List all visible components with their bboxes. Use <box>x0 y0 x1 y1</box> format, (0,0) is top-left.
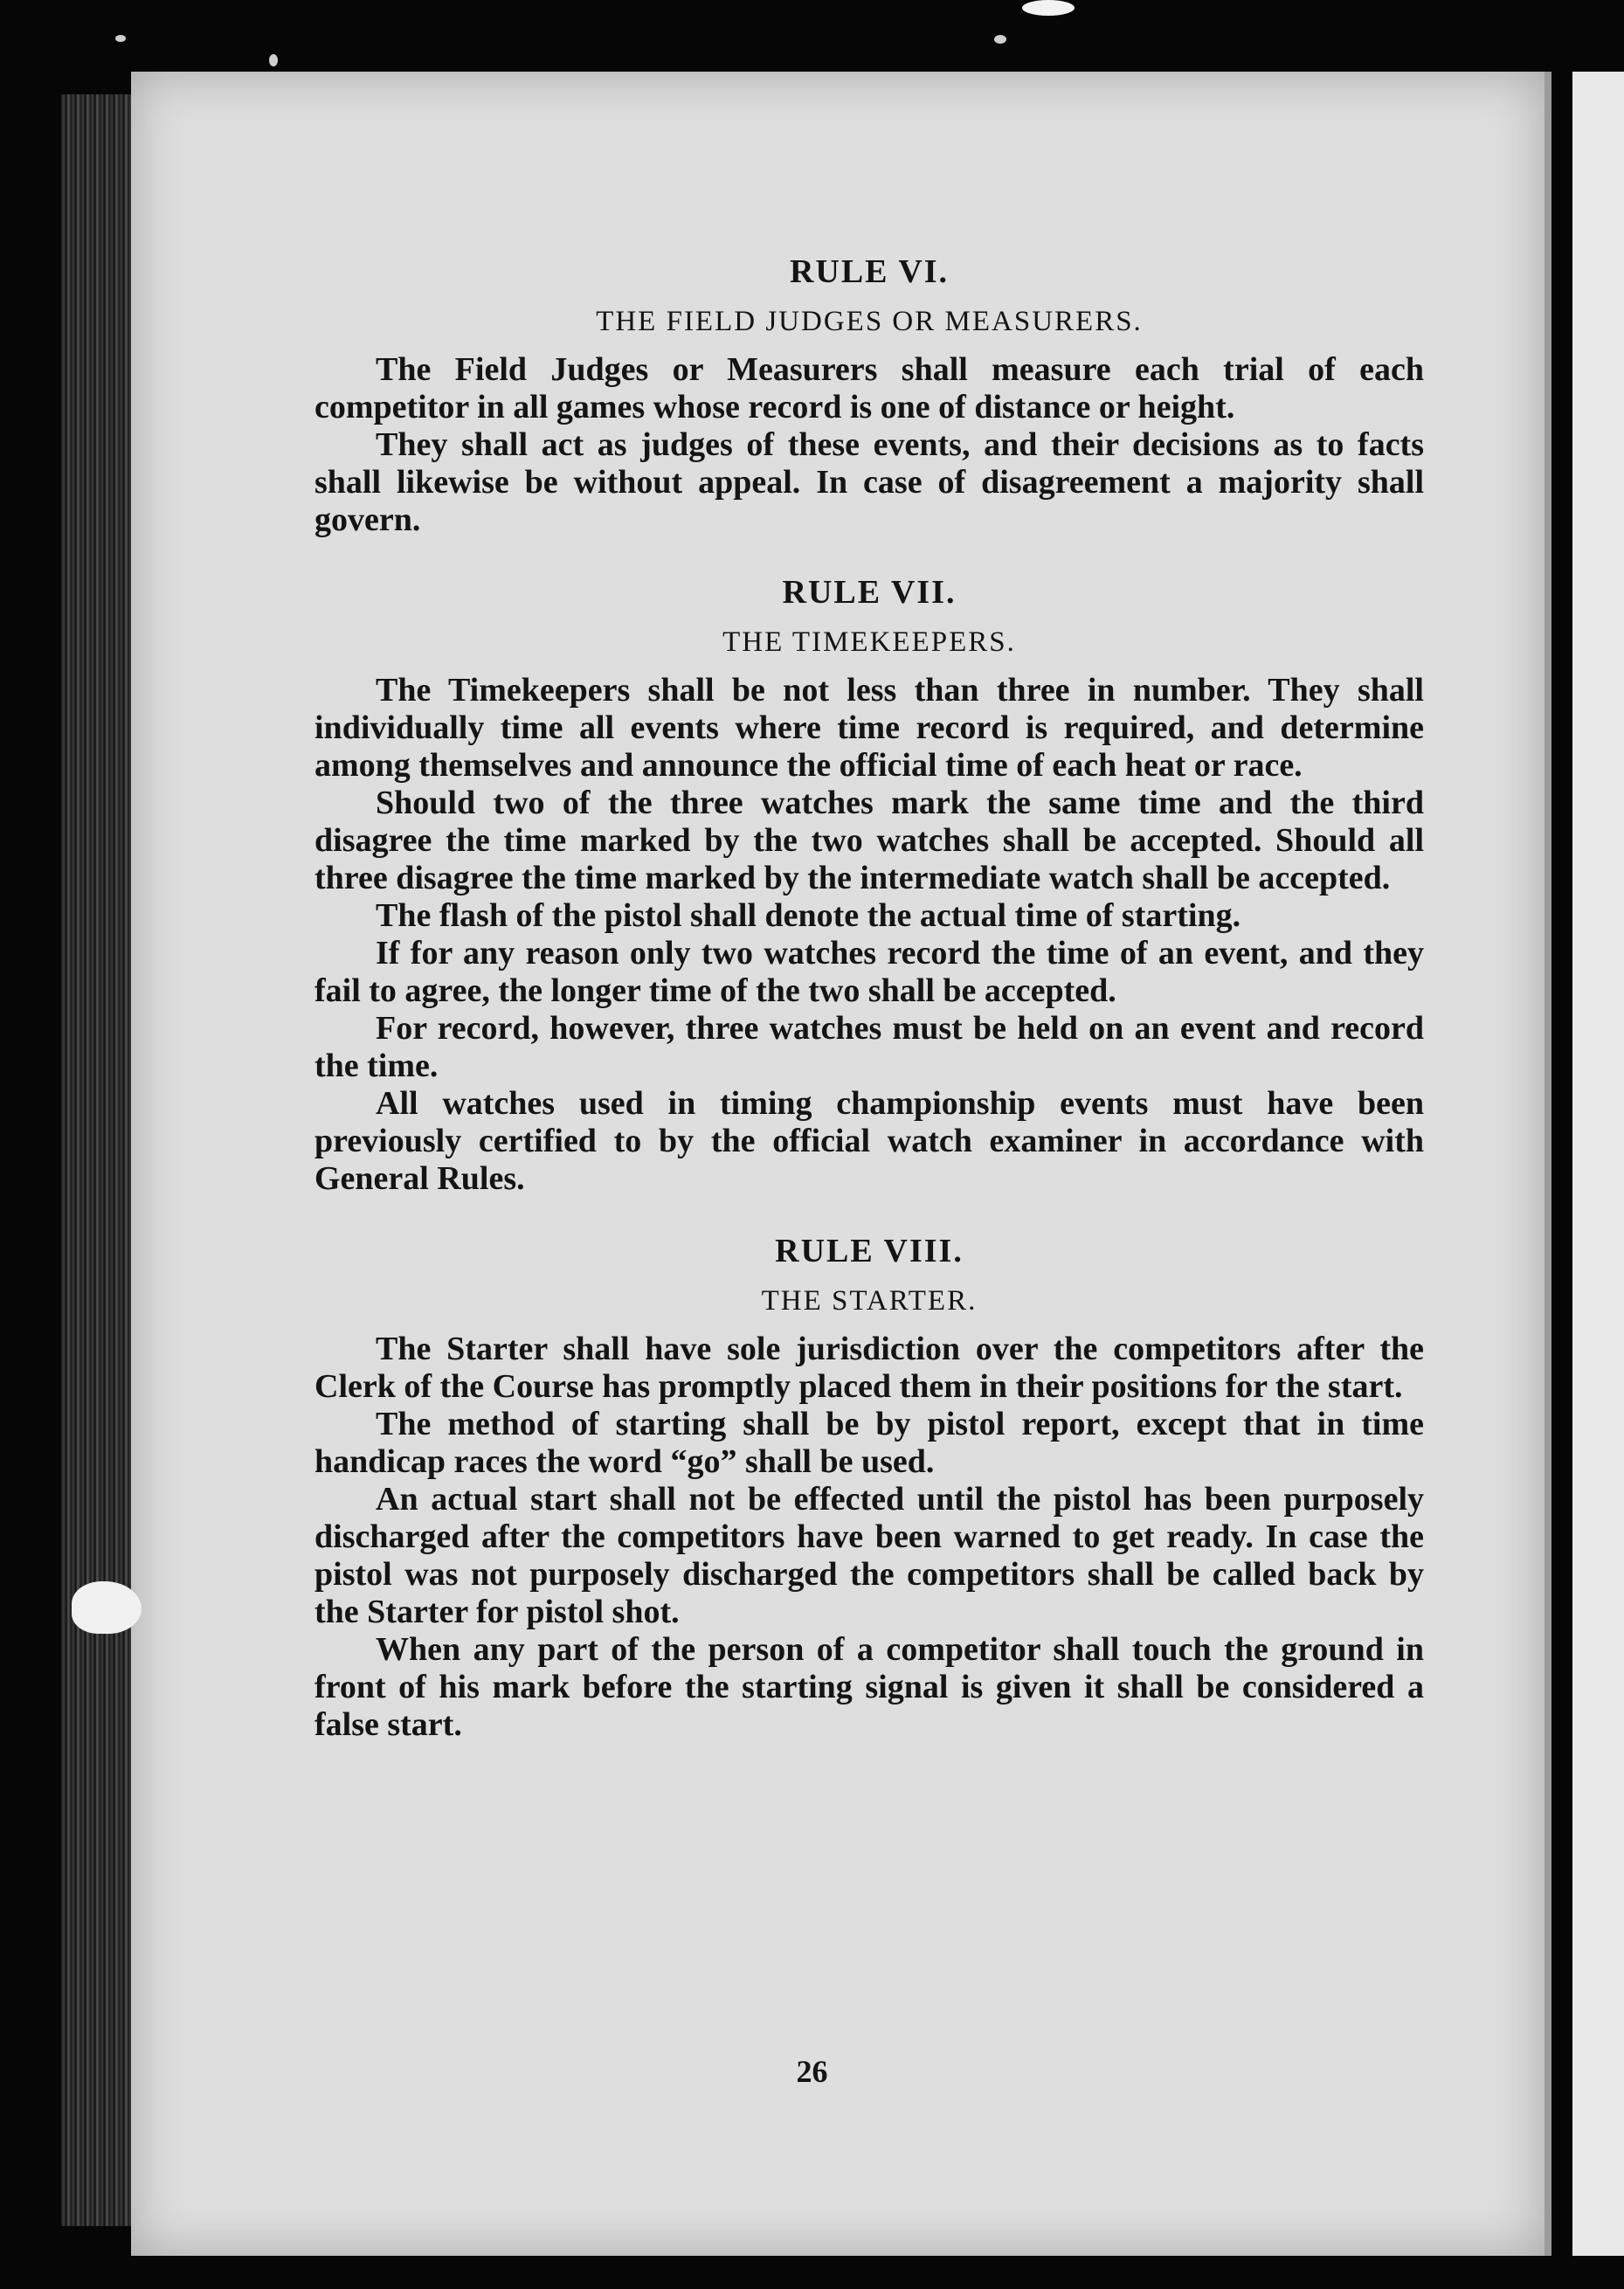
page-number: 26 <box>796 2054 828 2089</box>
rule-vii-section <box>314 574 1424 1198</box>
rule-title: RULE VIII. <box>775 1233 964 1269</box>
scan-speck <box>269 54 278 66</box>
scan-speck <box>115 35 126 42</box>
paragraph: They shall act as judges of these events, and their decisions as to facts shall likewise be without appeal. In case of disagreement a majority shall govern. <box>314 426 1424 538</box>
paragraph: The flash of the pistol shall denote the actual time of starting. <box>376 897 1241 934</box>
facing-page-edge <box>1572 72 1624 2256</box>
scan-speck <box>994 35 1006 44</box>
rule-title: RULE VII. <box>782 574 957 611</box>
rule-subtitle: THE TIMEKEEPERS. <box>722 626 1016 658</box>
book-spine <box>61 94 135 2226</box>
paragraph: The Starter shall have sole jurisdiction over the competitors after the Clerk of the Course has promptly placed them in their positions for the start. <box>314 1331 1424 1405</box>
scan-glare <box>1022 0 1075 16</box>
paragraph: The method of starting shall be by pistol report, except that in time handicap races the word “go” shall be used. <box>314 1406 1424 1480</box>
rule-subtitle: THE FIELD JUDGES OR MEASURERS. <box>596 306 1143 337</box>
rule-title: RULE VI. <box>789 253 950 290</box>
paragraph: If for any reason only two watches record the time of an event, and they fail to agree, the longer time of the two shall be accepted. <box>314 935 1424 1009</box>
paper-damage <box>72 1581 142 1634</box>
paragraph: All watches used in timing championship events must have been previously certified to by the official watch examiner in accordance with General Rules. <box>314 1085 1424 1197</box>
page-edge <box>1545 72 1551 2256</box>
paragraph: An actual start shall not be effected until the pistol has been purposely discharged after the competitors have been warned to get ready. In case the pistol was not purposely discharged the competitors shall be called back by the Starter for pistol shot. <box>314 1481 1424 1630</box>
rule-vi-section <box>314 253 1424 539</box>
paragraph: For record, however, three watches must be held on an event and record the time. <box>314 1010 1424 1084</box>
paragraph: When any part of the person of a competitor shall touch the ground in front of his mark before the starting signal is given it shall be considered a false start. <box>314 1631 1424 1743</box>
page-content <box>314 253 1424 1779</box>
paragraph: The Field Judges or Measurers shall measure each trial of each competitor in all games whose record is one of distance or height. <box>314 351 1424 425</box>
rule-subtitle: THE STARTER. <box>761 1285 978 1317</box>
rule-viii-section <box>314 1233 1424 1744</box>
paragraph: Should two of the three watches mark the same time and the third disagree the time marked by the two watches shall be accepted. Should all three disagree the time marked by the intermediate watch shall be accepted. <box>314 785 1424 896</box>
paragraph: The Timekeepers shall be not less than three in number. They shall individually time all events where time record is required, and determine among themselves and announce the official time of each heat or race. <box>314 672 1424 784</box>
